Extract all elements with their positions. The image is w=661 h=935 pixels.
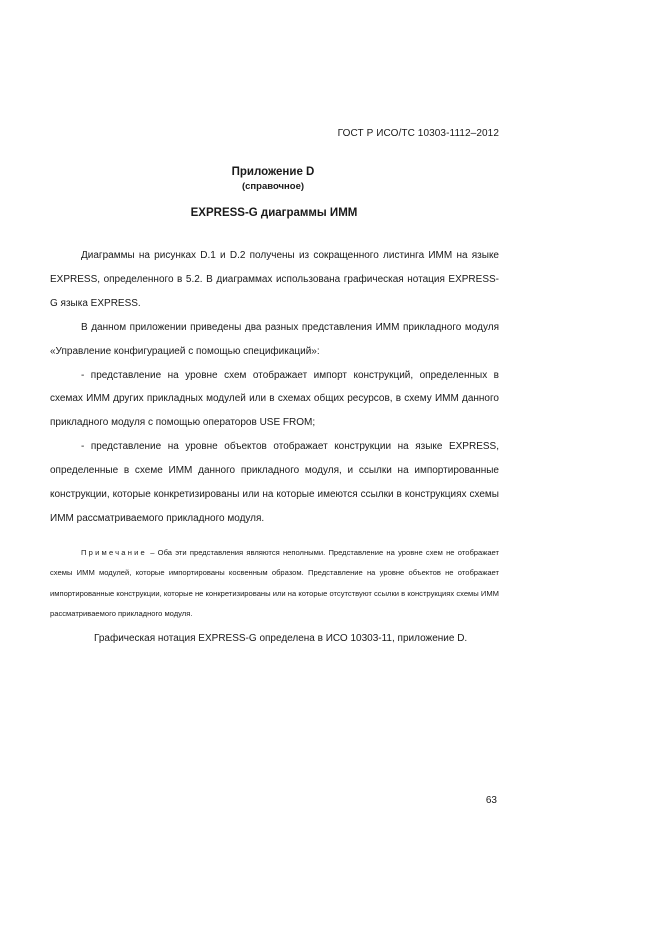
page-number: 63 (485, 795, 497, 806)
note-text: Оба эти представления являются неполными. Представление на уровне схем не отображает схемы ИММ модулей, которые импортированы косвенным образом. Представление на уровне объектов не отображает импортированные конструкции, которые не конкретизированы или на которые отсутствуют ссылки в конструкциях схемы ИММ рассматриваемого прикладного модуля. (50, 548, 499, 619)
closing-paragraph: Графическая нотация EXPRESS-G определена в ИСО 10303-11, приложение D. (94, 633, 468, 644)
note-dash: – (146, 548, 158, 557)
note-label: Примечание (81, 548, 147, 557)
appendix-subtitle: (справочное) (241, 181, 305, 192)
note-paragraph (50, 543, 499, 625)
paragraph: Диаграммы на рисунках D.1 и D.2 получены из сокращенного листинга ИММ на языке EXPRESS, определенного в 5.2. В диаграммах использована графическая нотация EXPRESS-G языка EXPRESS. (50, 250, 499, 309)
paragraph: - представление на уровне схем отображает импорт конструкций, определенных в схемах ИММ других прикладных модулей или в схемах общих ресурсов, в схему ИММ данного прикладного модуля с помощью операторов USE FROM; (50, 369, 499, 429)
section-title: EXPRESS-G диаграммы ИММ (190, 207, 358, 219)
document-standard-code: ГОСТ Р ИСО/ТС 10303-1112–2012 (337, 128, 499, 139)
appendix-title: Приложение D (231, 166, 315, 178)
body-text (50, 244, 499, 531)
paragraph: - представление на уровне объектов отображает конструкции на языке EXPRESS, определенные в схеме ИММ данного прикладного модуля, и ссылки на импортированные конструкции, которые конкретизированы или на которые имеются ссылки в конструкциях схемы ИММ рассматриваемого прикладного модуля. (50, 441, 499, 524)
paragraph: В данном приложении приведены два разных представления ИММ прикладного модуля «Управление конфигурацией с помощью спецификаций»: (50, 321, 499, 357)
note-block (50, 543, 499, 625)
